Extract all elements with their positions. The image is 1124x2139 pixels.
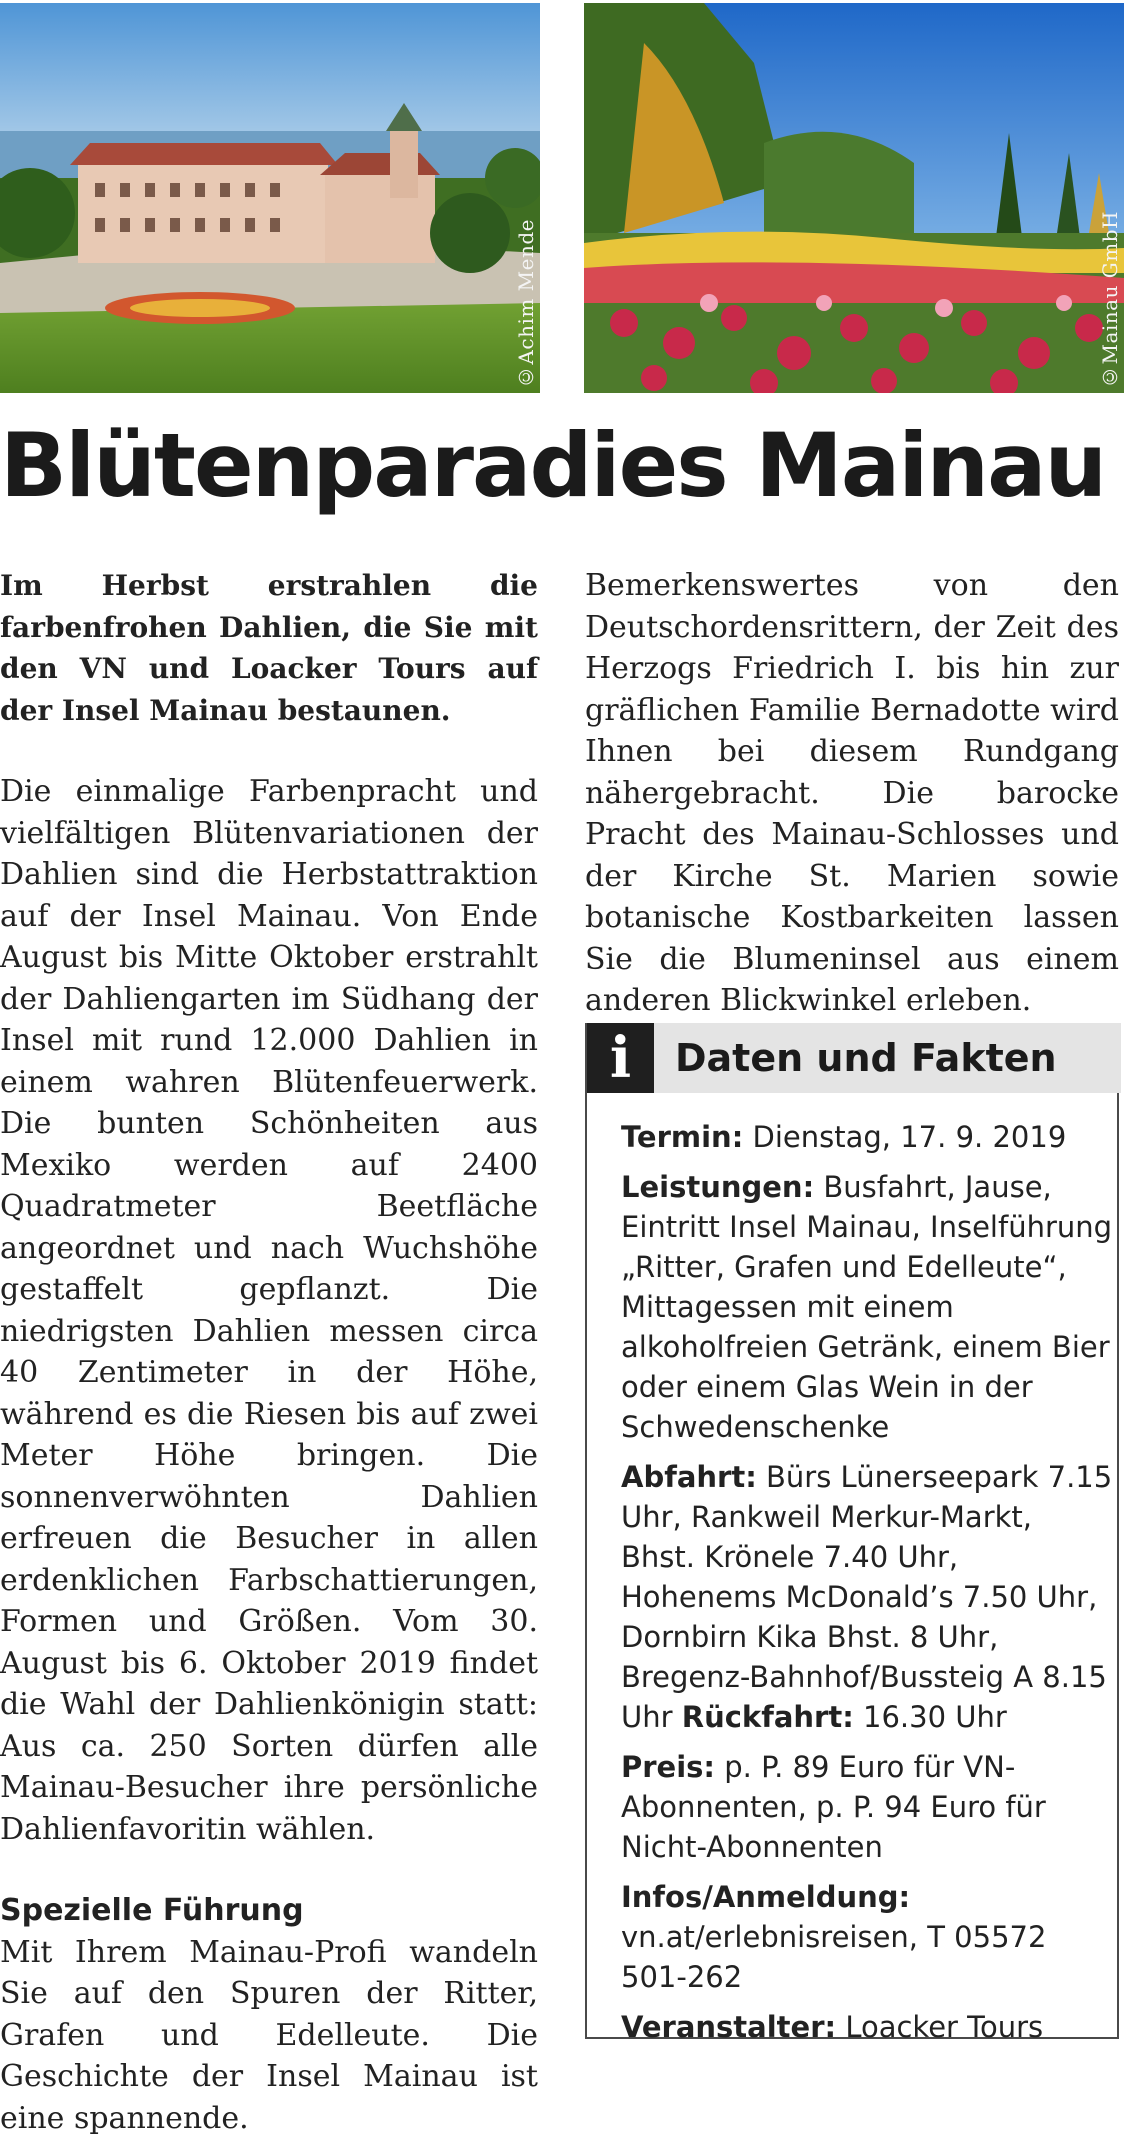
fact-value: p. P. 89 Euro für VN-Abonnenten, p. P. 94 Euro für Nicht-Abonnenten <box>621 1750 1046 1864</box>
fact-veranstalter <box>621 2007 1113 2047</box>
photo-dahlias <box>584 3 1124 393</box>
info-icon: i <box>587 1023 654 1093</box>
fact-value: Loacker Tours <box>845 2010 1043 2044</box>
info-box <box>585 1023 1119 2039</box>
photo-credit-right: ©Mainau GmbH <box>1098 211 1122 389</box>
headline: Blütenparadies Mainau <box>0 422 1124 510</box>
dahlia-garden-image <box>584 3 1124 393</box>
lead-paragraph: Im Herbst erstrahlen die farbenfrohen Dahlien, die Sie mit den VN und Loacker Tours auf der Insel Mainau bestaunen. <box>0 565 538 731</box>
fact-value: Dienstag, 17. 9. 2019 <box>753 1120 1067 1154</box>
fact-label: Infos/Anmeldung: <box>621 1880 910 1914</box>
facts-list <box>621 1117 1113 2057</box>
castle-image <box>0 3 540 393</box>
info-box-title: Daten und Fakten <box>675 1023 1057 1093</box>
fact-value: Bürs Lünerseepark 7.15 Uhr, Rankweil Merkur-Markt, Bhst. Krönele 7.40 Uhr, Hohenems McDonald’s 7.50 Uhr, Dornbirn Kika Bhst. 8 Uhr, Bregenz-Bahnhof/Bussteig A 8.15 Uhr <box>621 1460 1112 1734</box>
right-column <box>585 565 1119 1022</box>
fact-infos <box>621 1877 1113 1997</box>
body-paragraph: Die einmalige Farbenpracht und vielfältigen Blütenvariationen der Dahlien sind die Herbstattraktion auf der Insel Mainau. Von Ende August bis Mitte Oktober erstrahlt der Dahliengarten im Südhang der Insel mit rund 12.000 Dahlien in einem wahren Blütenfeuerwerk. Die bunten Schönheiten aus Mexiko werden auf 2400 Quadratmeter Beetfläche angeordnet und nach Wuchshöhe gestaffelt gepflanzt. Die niedrigsten Dahlien messen circa 40 Zentimeter in der Höhe, während es die Riesen bis auf zwei Meter Höhe bringen. Die sonnenverwöhnten Dahlien erfreuen die Besucher in allen erdenklichen Farbschattierungen, Formen und Größen. Vom 30. August bis 6. Oktober 2019 findet die Wahl der Dahlienkönigin statt: Aus ca. 250 Sorten dürfen alle Mainau-Besucher ihre persönliche Dahlienfavoritin wählen. <box>0 771 538 1850</box>
fact-abfahrt <box>621 1457 1113 1737</box>
fact-label: Leistungen: <box>621 1170 814 1204</box>
fact-leistungen <box>621 1167 1113 1447</box>
fact-preis <box>621 1747 1113 1867</box>
fact-value: 16.30 Uhr <box>863 1700 1007 1734</box>
subheading-spezielle-fuehrung: Spezielle Führung <box>0 1890 538 1932</box>
left-column <box>0 565 538 2139</box>
fact-label: Rückfahrt: <box>682 1700 854 1734</box>
continued-paragraph: Bemerkenswertes von den Deutschordensrittern, der Zeit des Herzogs Friedrich I. bis hin zur gräflichen Familie Bernadotte wird Ihnen bei diesem Rundgang nähergebracht. Die barocke Pracht des Mainau-Schlosses und der Kirche St. Marien sowie botanische Kostbarkeiten lassen Sie die Blumeninsel aus einem anderen Blickwinkel erleben. <box>585 565 1119 1022</box>
fact-value: vn.at/erlebnisreisen, T 05572 501-262 <box>621 1920 1046 1994</box>
photo-castle <box>0 3 540 393</box>
fact-label: Abfahrt: <box>621 1460 757 1494</box>
fact-label: Termin: <box>621 1120 743 1154</box>
fact-label: Veranstalter: <box>621 2010 836 2044</box>
fact-value: Busfahrt, Jause, Eintritt Insel Mainau, Inselführung „Ritter, Grafen und Edelleute“, Mittagessen mit einem alkoholfreien Getränk, einem Bier oder einem Glas Wein in der Schwedenschenke <box>621 1170 1112 1444</box>
fact-label: Preis: <box>621 1750 715 1784</box>
body-paragraph-2: Mit Ihrem Mainau-Profi wandeln Sie auf den Spuren der Ritter, Grafen und Edelleute. Die Geschichte der Insel Mainau ist eine spannende. <box>0 1932 538 2139</box>
info-box-header <box>587 1023 1121 1093</box>
photo-credit-left: ©Achim Mende <box>514 219 538 389</box>
fact-termin <box>621 1117 1113 1157</box>
